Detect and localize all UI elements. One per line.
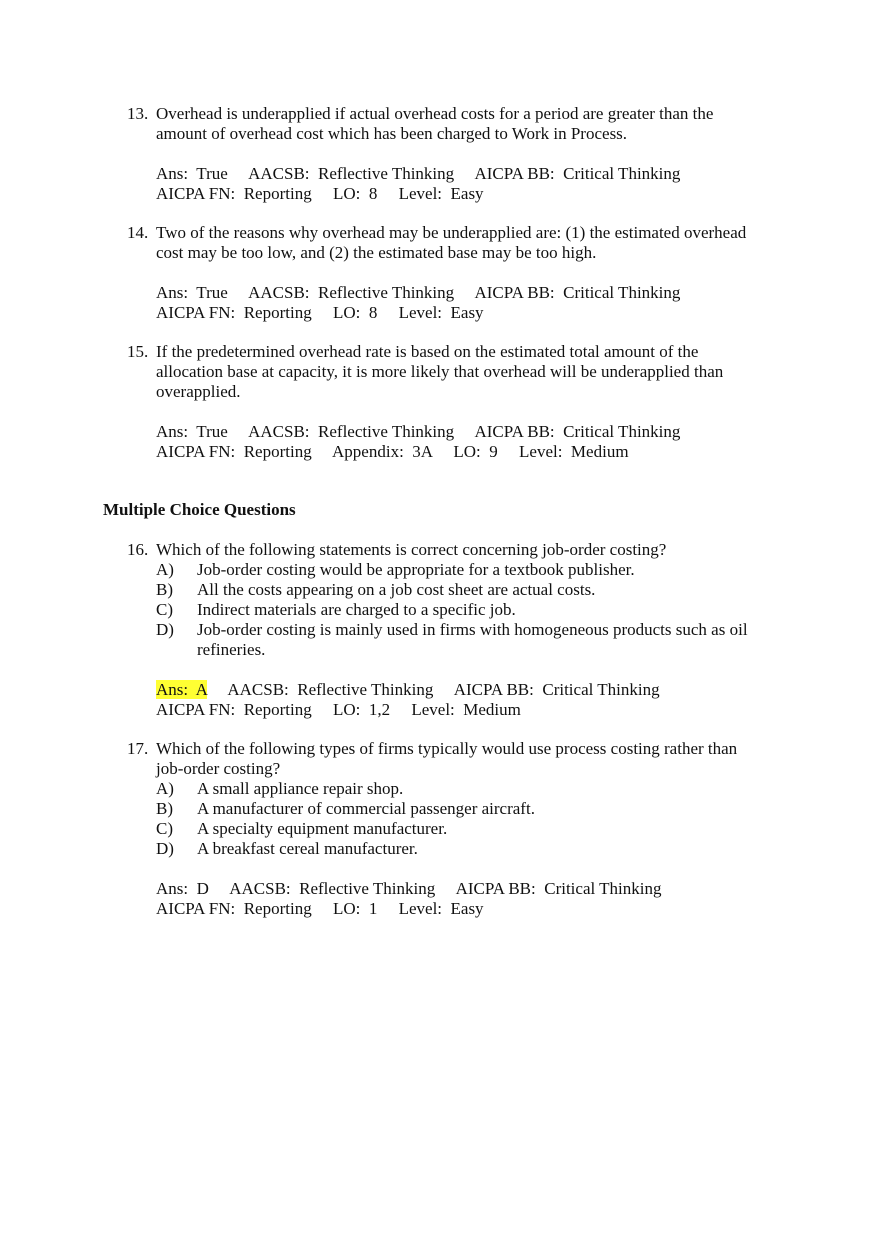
answer-meta-line1: AACSB: Reflective Thinking AICPA BB: Critical Thinking	[207, 680, 660, 699]
answer-meta	[156, 680, 767, 720]
option-b	[156, 580, 767, 600]
answer-label-highlighted: Ans: A	[156, 680, 208, 699]
question-text: Which of the following types of firms typically would use process costing rather than job-order costing?	[156, 739, 738, 778]
question-text: Two of the reasons why overhead may be underapplied are: (1) the estimated overhead cost may be too low, and (2) the estimated base may be too high.	[156, 223, 747, 262]
option-text: A manufacturer of commercial passenger aircraft.	[197, 799, 535, 818]
answer-label: Ans: D	[156, 879, 209, 898]
question-15	[127, 342, 767, 462]
question-number: 13.	[127, 104, 149, 123]
question-text: Which of the following statements is correct concerning job-order costing?	[156, 540, 667, 559]
option-letter: A)	[156, 779, 174, 798]
option-text: Job-order costing is mainly used in firms with homogeneous products such as oil refineries.	[197, 620, 748, 659]
option-text: Indirect materials are charged to a specific job.	[197, 600, 516, 619]
question-text: If the predetermined overhead rate is based on the estimated total amount of the allocation base at capacity, it is more likely that overhead will be underapplied than overapplied.	[156, 342, 724, 401]
answer-meta-line2: AICPA FN: Reporting LO: 1 Level: Easy	[156, 899, 484, 918]
option-text: Job-order costing would be appropriate for a textbook publisher.	[197, 560, 635, 579]
answer-label: Ans: True	[156, 164, 228, 183]
question-number: 17.	[127, 739, 149, 758]
answer-meta-line2: AICPA FN: Reporting LO: 8 Level: Easy	[156, 184, 484, 203]
answer-meta-line2: AICPA FN: Reporting LO: 8 Level: Easy	[156, 303, 484, 322]
option-letter: B)	[156, 799, 173, 818]
answer-meta-line1: AACSB: Reflective Thinking AICPA BB: Critical Thinking	[208, 879, 662, 898]
answer-meta-line1: AACSB: Reflective Thinking AICPA BB: Critical Thinking	[227, 283, 681, 302]
question-number: 15.	[127, 342, 149, 361]
option-c	[156, 819, 767, 839]
answer-meta-line2: AICPA FN: Reporting Appendix: 3A LO: 9 Level: Medium	[156, 442, 629, 461]
question-13	[127, 104, 767, 204]
question-17	[127, 739, 767, 919]
answer-meta	[156, 164, 767, 204]
section-title: Multiple Choice Questions	[103, 500, 296, 519]
answer-meta	[156, 879, 767, 919]
option-d	[156, 620, 767, 660]
question-number: 14.	[127, 223, 149, 242]
option-letter: C)	[156, 819, 173, 838]
option-c	[156, 600, 767, 620]
answer-label: Ans: True	[156, 422, 228, 441]
option-text: A breakfast cereal manufacturer.	[197, 839, 418, 858]
option-text: A small appliance repair shop.	[197, 779, 404, 798]
option-d	[156, 839, 767, 859]
answer-meta	[156, 283, 767, 323]
option-text: A specialty equipment manufacturer.	[197, 819, 448, 838]
question-number: 16.	[127, 540, 149, 559]
option-letter: D)	[156, 620, 174, 639]
option-text: All the costs appearing on a job cost sheet are actual costs.	[197, 580, 596, 599]
option-letter: C)	[156, 600, 173, 619]
option-a	[156, 560, 767, 580]
answer-meta-line1: AACSB: Reflective Thinking AICPA BB: Critical Thinking	[227, 422, 681, 441]
option-a	[156, 779, 767, 799]
option-b	[156, 799, 767, 819]
option-letter: A)	[156, 560, 174, 579]
answer-label: Ans: True	[156, 283, 228, 302]
answer-meta-line1: AACSB: Reflective Thinking AICPA BB: Critical Thinking	[227, 164, 681, 183]
option-letter: D)	[156, 839, 174, 858]
answer-meta-line2: AICPA FN: Reporting LO: 1,2 Level: Medium	[156, 700, 521, 719]
option-letter: B)	[156, 580, 173, 599]
answer-meta	[156, 422, 767, 462]
question-text: Overhead is underapplied if actual overhead costs for a period are greater than the amount of overhead cost which has been charged to Work in Process.	[156, 104, 714, 143]
question-16	[127, 540, 767, 720]
question-14	[127, 223, 767, 323]
